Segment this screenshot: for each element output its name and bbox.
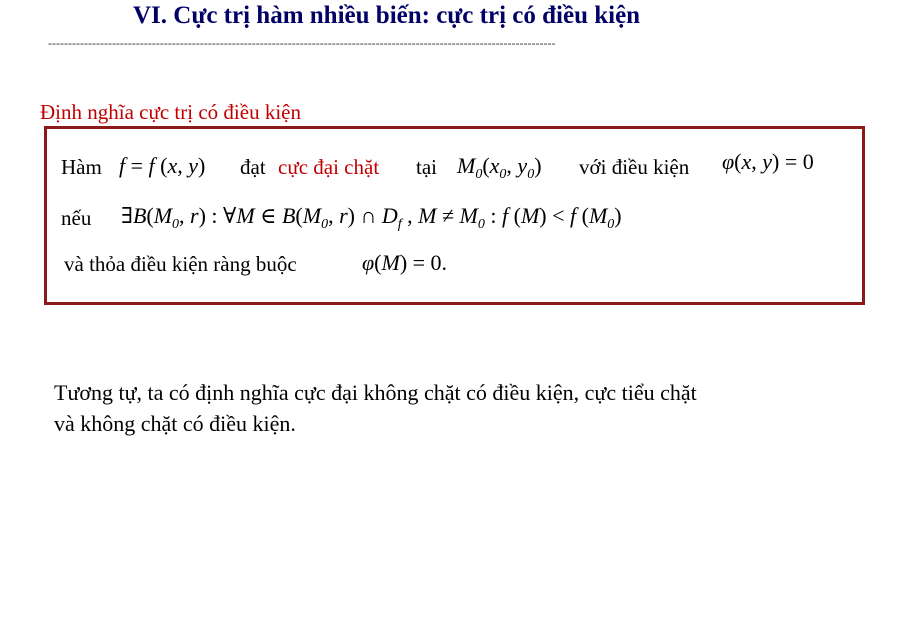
formula-point-m0: $M_0(x_0$, $y_0$) xyxy=(457,153,542,182)
section-heading: Định nghĩa cực trị có điều kiện xyxy=(40,100,301,124)
formula-neighborhood-condition: $\exists B(M_0$, r) : ∀M ∈ $B(M_0$, r) ∩ $D_f$ , $M \ne M_0$ : f (M) < f $(M_0)$ xyxy=(121,203,622,232)
highlight-strict-max: cực đại chặt xyxy=(278,155,380,179)
title-divider: ------------------------------------------------------------------------------------------------------------------------------- xyxy=(48,36,556,50)
slide-title: VI. Cực trị hàm nhiều biến: cực trị có điều kiện xyxy=(133,2,641,29)
constraint-text: và thỏa điều kiện ràng buộc xyxy=(64,252,297,276)
paragraph-line-1: Tương tự, ta có định nghĩa cực đại không chặt có điều kiện, cực tiểu chặt xyxy=(54,380,697,405)
word-neu: nếu xyxy=(61,206,92,230)
formula-phi-m-zero: φ(M) = 0. xyxy=(362,250,448,275)
word-dat: đạt xyxy=(240,155,266,179)
word-tai: tại xyxy=(416,155,437,179)
formula-f-equals: f = f (x, y) xyxy=(119,153,206,178)
word-ham: Hàm xyxy=(61,155,102,179)
word-voi-dieu-kien: với điều kiện xyxy=(579,155,690,179)
formula-constraint: φ(x, y) = 0 xyxy=(722,149,814,174)
paragraph-line-2: và không chặt có điều kiện. xyxy=(54,411,296,436)
